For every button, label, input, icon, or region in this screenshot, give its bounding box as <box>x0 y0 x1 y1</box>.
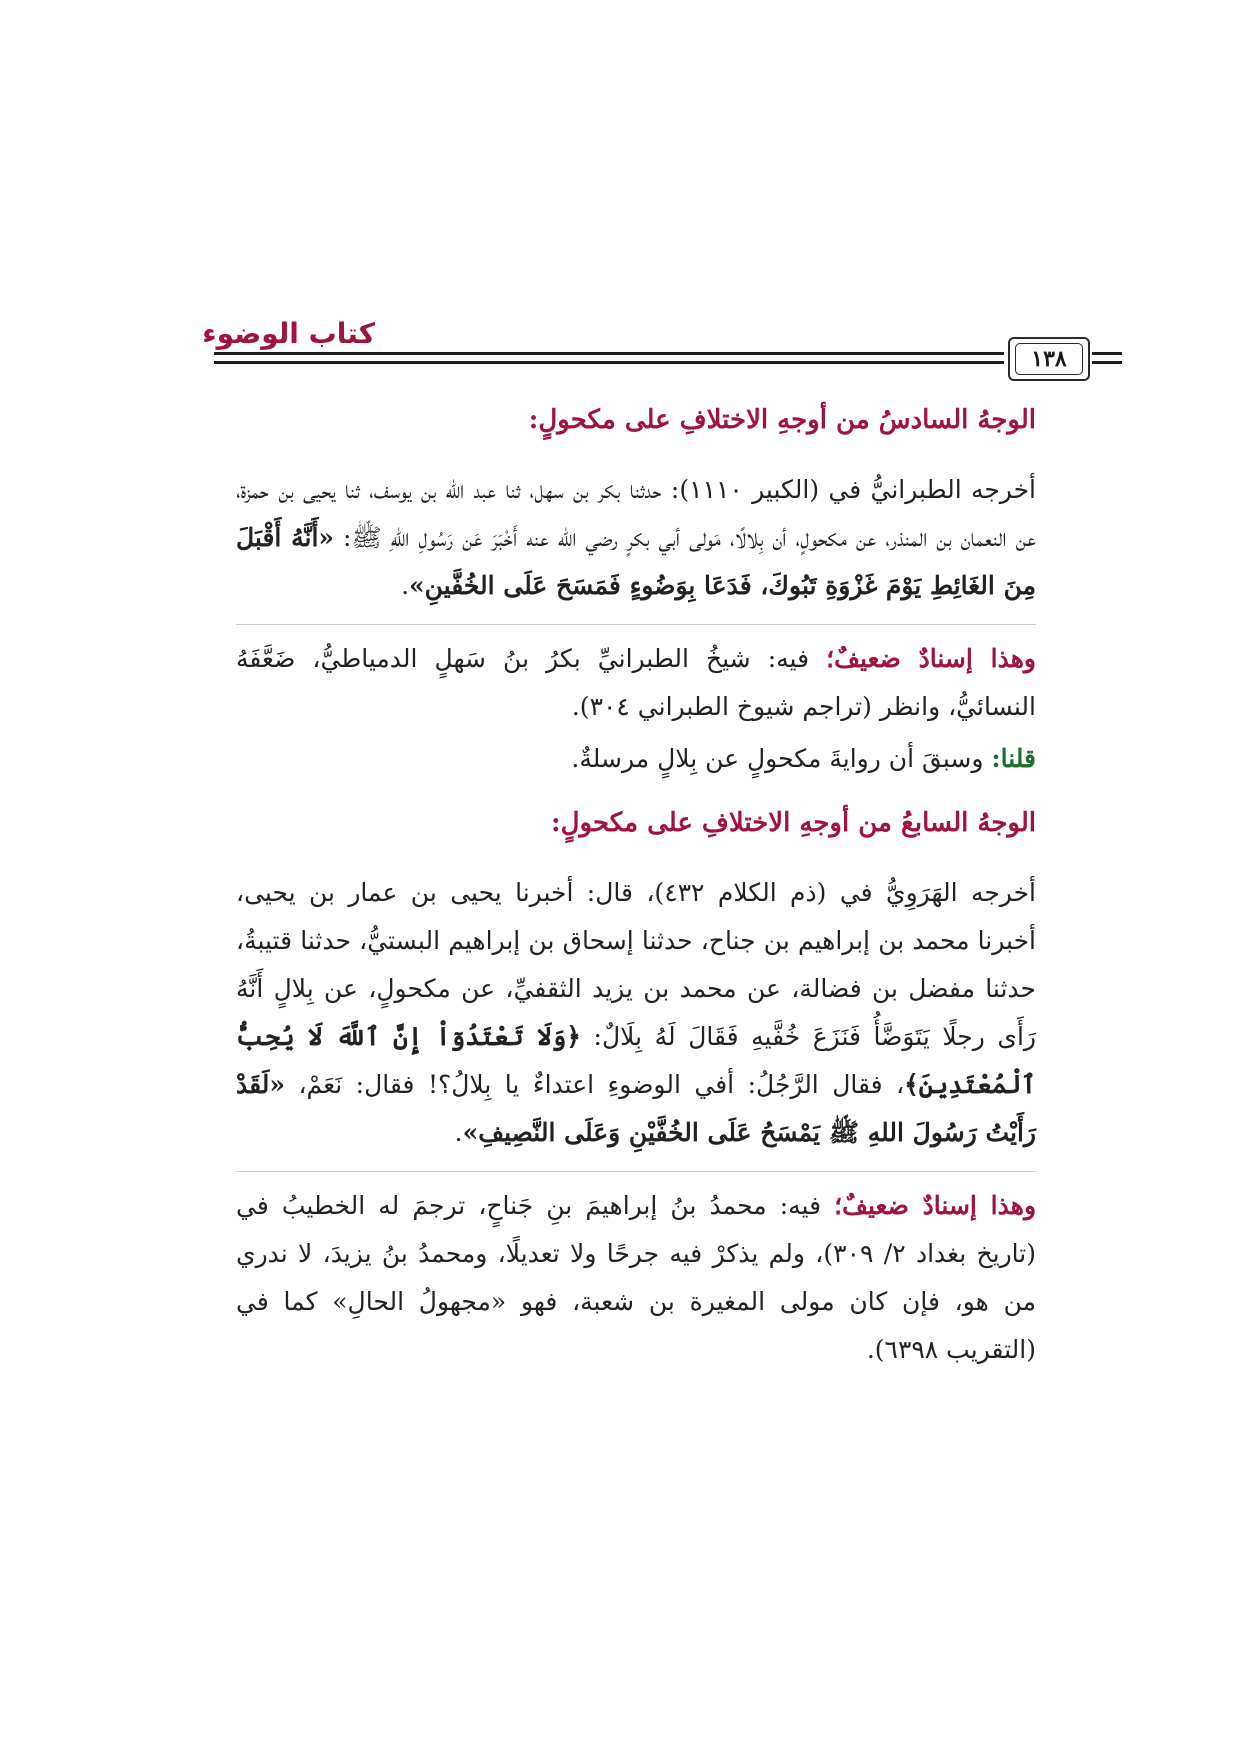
page-body <box>236 380 1036 1388</box>
paragraph-end: . <box>454 1118 463 1147</box>
paragraph-end: . <box>401 571 410 600</box>
section-heading-6: الوجهُ السادسُ من أوجهِ الاختلافِ على مكحولٍ: <box>528 405 1036 435</box>
grading-text: فيه: شيخُ الطبرانيِّ بكرُ بنُ سَهلٍ الدمياطيُّ، ضَعَّفَهُ النسائيُّ، وانظر (تراجم شيوخ الطبراني ٣٠٤). <box>236 644 1036 721</box>
section-heading-7: الوجهُ السابعُ من أوجهِ الاختلافِ على مكحولٍ: <box>551 808 1036 838</box>
note-text: وسبقَ أن روايةَ مكحولٍ عن بِلالٍ مرسلةٌ. <box>571 744 992 773</box>
hadith-text: «أَنَّهُ أَقْبَلَ مِنَ الغَائِطِ يَوْمَ غَزْوَةِ تَبُوكَ، فَدَعَا بِوَضُوءٍ فَمَسَحَ عَلَى الخُفَّينِ» <box>236 523 1036 600</box>
grading-text: فيه: محمدُ بنُ إبراهيمَ بنِ جَناحٍ، ترجمَ له الخطيبُ في (تاريخ بغداد ٢/ ٣٠٩)، ولم يذكرْ فيه جرحًا ولا تعديلًا، ومحمدُ بنُ يزيدَ، لا ندري من هو، فإن كان مولى المغيرة بن شعبة، فهو «مجهولُ الحالِ» كما في (التقريب ٦٣٩٨). <box>236 1191 1036 1364</box>
header-rule-tick-bottom <box>1092 361 1122 364</box>
header-rule-bottom <box>214 361 1004 364</box>
paragraph-grading-6 <box>236 635 1036 731</box>
note-label: قلنا: <box>991 744 1036 773</box>
grading-label: وهذا إسنادٌ ضعيفٌ؛ <box>834 1191 1037 1220</box>
paragraph-text-mid: ، فقال الرَّجُلُ: أفي الوضوءِ اعتداءٌ يا بِلالُ؟! فقال: نَعَمْ، <box>285 1070 905 1099</box>
header-rule-top <box>214 352 1004 355</box>
header-rule-tick-top <box>1092 352 1122 355</box>
page-number: ١٣٨ <box>1015 343 1083 375</box>
paragraph-takhrij-7 <box>236 869 1036 1157</box>
paragraph-text: أخرجه الطبرانيُّ في (الكبير ١١١٠): حدثنا بكر بن سهل، ثنا عبد الله بن يوسف، ثنا يحيى بن حمزة، عن النعمان بن المنذر، عن مكحولٍ، أن بِلالًا، مَولى أبي بكرٍ رضي الله عنه أَخْبَرَ عَن رَسُولِ اللهِ ﷺ: <box>236 475 1037 552</box>
hadith-text: «لَقَدْ رَأَيْتُ رَسُولَ اللهِ ﷺ يَمْسَحُ عَلَى الخُفَّيْنِ وَعَلَى النَّصِيفِ» <box>236 1070 1036 1147</box>
paragraph-text: أخرجه الهَرَوِيُّ في (ذم الكلام ٤٣٢)، قال: أخبرنا يحيى بن عمار بن يحيى، أخبرنا محمد بن إبراهيم بن جناح، حدثنا إسحاق بن إبراهيم البستيُّ، حدثنا قتيبةُ، حدثنا مفضل بن فضالة، عن محمد بن يزيد الثقفيِّ، عن مكحولٍ، عن بِلالٍ أَنَّهُ رَأَى رجلًا يَتَوَضَّأُ فَنَزَعَ خُفَّيهِ فَقَالَ لَهُ بِلَالٌ: <box>236 878 1036 1051</box>
quran-verse: ﴿وَلَا تَعْتَدُوٓاْ إِنَّ ٱللَّهَ لَا يُحِبُّ ٱلْمُعْتَدِينَ﴾ <box>236 1022 1036 1099</box>
paragraph-takhrij-6 <box>236 466 1036 610</box>
running-title: كتاب الوضوء <box>202 317 375 350</box>
paragraph-grading-7 <box>236 1182 1036 1374</box>
divider <box>236 1171 1036 1172</box>
grading-label: وهذا إسنادٌ ضعيفٌ؛ <box>826 644 1036 673</box>
page-number-badge <box>1008 337 1090 381</box>
divider <box>236 624 1036 625</box>
paragraph-note-6 <box>236 735 1036 783</box>
